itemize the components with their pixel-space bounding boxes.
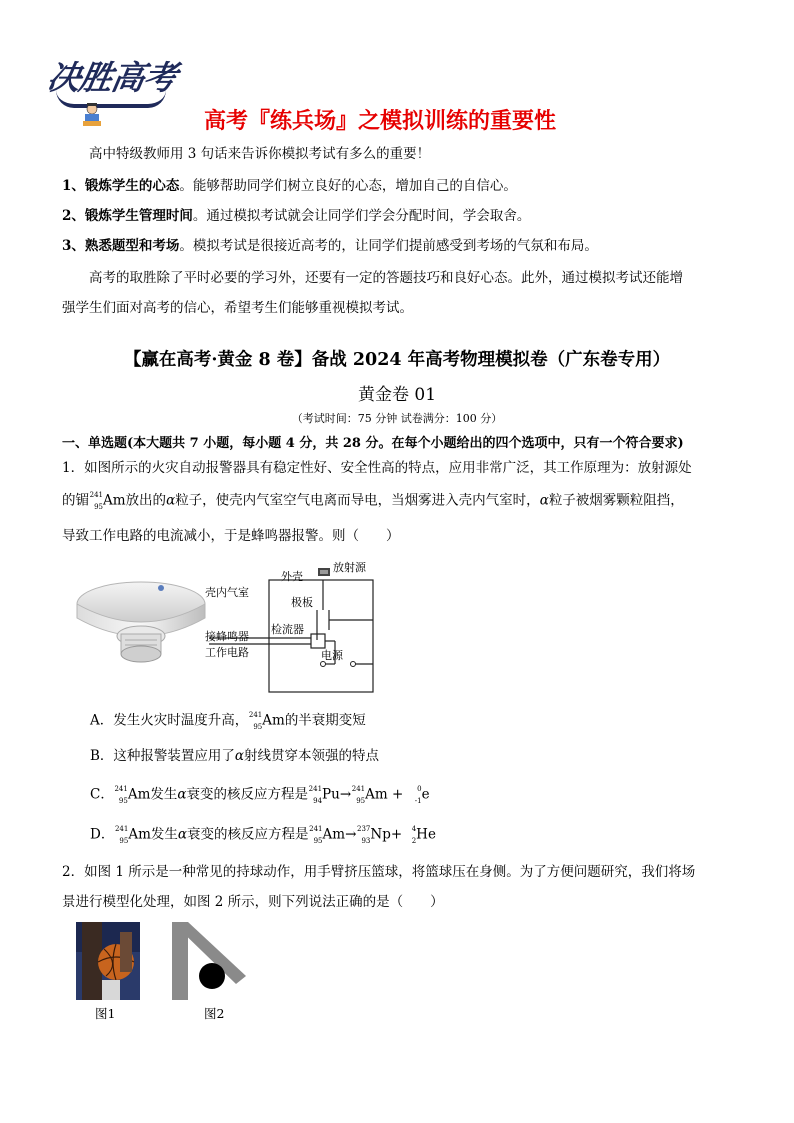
fig1-label: 图1 [95, 1006, 116, 1021]
logo-swoosh [56, 90, 166, 108]
circuit-diagram [205, 558, 385, 698]
q1-text: 放出的 [125, 492, 167, 509]
option-d-text: 衰变的核反应方程是 [187, 826, 309, 843]
point-2-label: 2、锻炼学生管理时间 [62, 208, 193, 224]
fig2-label: 图2 [204, 1006, 225, 1021]
q1-line-1: 1．如图所示的火灾自动报警器具有稳定性好、安全性高的特点，应用非常广泛，其工作原理为：放射源处 [62, 460, 692, 476]
alpha-symbol: α [177, 826, 188, 843]
point-3 [62, 240, 598, 254]
section-heading: 一、单选题(本大题共 7 小题，每小题 4 分，共 28 分。在每个小题给出的四个选项中，只有一个符合要求) [62, 436, 684, 451]
label-source: 放射源 [333, 561, 366, 574]
am-symbol: Am [103, 492, 126, 509]
label-plate: 极板 [291, 596, 313, 609]
exam-meta: （考试时间：75 分钟 试卷满分：100 分） [291, 412, 503, 425]
point-3-label: 3、熟悉题型和考场 [62, 238, 180, 254]
q2-line-2: 景进行模型化处理，如图 2 所示，则下列说法正确的是（ ） [62, 894, 444, 910]
smoke-detector-image [76, 574, 206, 684]
option-d[interactable] [90, 825, 436, 845]
label-detector: 检流器 [271, 623, 304, 636]
q1-line-3: 导致工作电路的电流减小，于是蜂鸣器报警。则（ ） [62, 528, 400, 544]
am-nuclide-mass-z: 241 95 [89, 491, 103, 511]
am-symbol: Am [127, 786, 151, 803]
plus-symbol: + [390, 826, 403, 843]
q1-text: 粒子，使壳内气室空气电离而导电，当烟雾进入壳内气室时， [175, 492, 540, 509]
exam-subtitle: 黄金卷 01 [357, 385, 437, 405]
arrow-symbol: → [345, 826, 357, 843]
am-nuclide-mass-z: 241 95 [309, 825, 323, 845]
alpha-symbol: α [177, 786, 187, 803]
basketball-photo [76, 922, 140, 1000]
am-symbol: Am [322, 826, 346, 843]
am-nuclide-mass-z: 241 95 [114, 785, 128, 805]
am-nuclide-mass-z: 241 95 [114, 825, 129, 845]
option-b-text: B．这种报警装置应用了 [90, 748, 235, 764]
point-1-label: 1、锻炼学生的心态 [62, 178, 180, 194]
am-symbol: Am [128, 826, 151, 843]
alpha-symbol: α [539, 492, 549, 509]
option-c-text: C． [90, 786, 114, 803]
q1-text: 粒子被烟雾颗粒阻挡， [548, 492, 684, 509]
am-symbol: Am [365, 786, 388, 803]
closing-line-1: 高考的取胜除了平时必要的学习外，还要有一定的答题技巧和良好心态。此外，通过模拟考试还能增 [89, 270, 683, 286]
q1-line-2 [62, 491, 684, 511]
option-c-text: 发生 [150, 786, 178, 803]
model-diagram [172, 922, 248, 1000]
option-b-text: 射线贯穿本领强的特点 [244, 748, 380, 764]
label-shell: 外壳 [281, 570, 303, 583]
mascot-icon [80, 102, 104, 128]
option-b[interactable] [90, 750, 379, 764]
q1-text: 的镅 [62, 492, 89, 509]
arrow-symbol: → [339, 786, 352, 803]
label-power: 电源 [321, 649, 343, 662]
option-d-text: 发生 [150, 826, 178, 843]
e-nuclide-mass-z: 0 -1 [414, 785, 422, 805]
label-buzzer-1: 接蜂鸣器 [205, 630, 249, 643]
label-chamber: 壳内气室 [205, 586, 249, 599]
am-nuclide-mass-z: 241 95 [248, 711, 263, 731]
exam-title: 【赢在高考·黄金 8 卷】备战 2024 年高考物理模拟卷（广东卷专用） [123, 350, 671, 370]
logo [44, 52, 180, 132]
point-1-text: 。能够帮助同学们树立良好的心态，增加自己的自信心。 [179, 178, 517, 194]
option-a-text: A．发生火灾时温度升高， [90, 712, 249, 729]
headline: 高考『练兵场』之模拟训练的重要性 [204, 109, 557, 134]
he-symbol: He [416, 826, 436, 843]
intro-text: 高中特级教师用 3 句话来告诉你模拟考试有多么的重要！ [89, 146, 431, 162]
he-nuclide-mass-z: 4 2 [411, 825, 417, 845]
closing-line-2: 强学生们面对高考的信心，希望考生们能够重视模拟考试。 [62, 300, 413, 316]
point-3-text: 。模拟考试是很接近高考的，让同学们提前感受到考场的气氛和布局。 [179, 238, 598, 254]
pu-nuclide-mass-z: 241 94 [308, 785, 323, 805]
np-symbol: Np [370, 826, 391, 843]
e-symbol: e [421, 786, 430, 803]
option-a[interactable] [90, 711, 366, 731]
alpha-symbol: α [234, 748, 245, 764]
option-a-text: 的半衰期变短 [284, 712, 366, 729]
q2-line-1: 2．如图 1 所示是一种常见的持球动作，用手臂挤压篮球，将篮球压在身侧。为了方便问题研究，我们将场 [62, 864, 696, 880]
option-c[interactable] [90, 785, 430, 805]
alpha-symbol: α [166, 492, 176, 509]
option-c-text: 衰变的核反应方程是 [186, 786, 309, 803]
am-nuclide-mass-z: 241 95 [351, 785, 366, 805]
logo-text: 决胜高考 [44, 58, 180, 97]
point-2 [62, 210, 530, 224]
label-buzzer-2: 工作电路 [205, 646, 249, 659]
point-2-text: 。通过模拟考试就会让同学们学会分配时间，学会取舍。 [192, 208, 531, 224]
option-d-text: D． [90, 826, 115, 843]
point-1 [62, 180, 517, 194]
plus-symbol: + [391, 786, 404, 803]
np-nuclide-mass-z: 237 93 [357, 825, 371, 845]
am-symbol: Am [262, 712, 285, 729]
pu-symbol: Pu [322, 786, 340, 803]
